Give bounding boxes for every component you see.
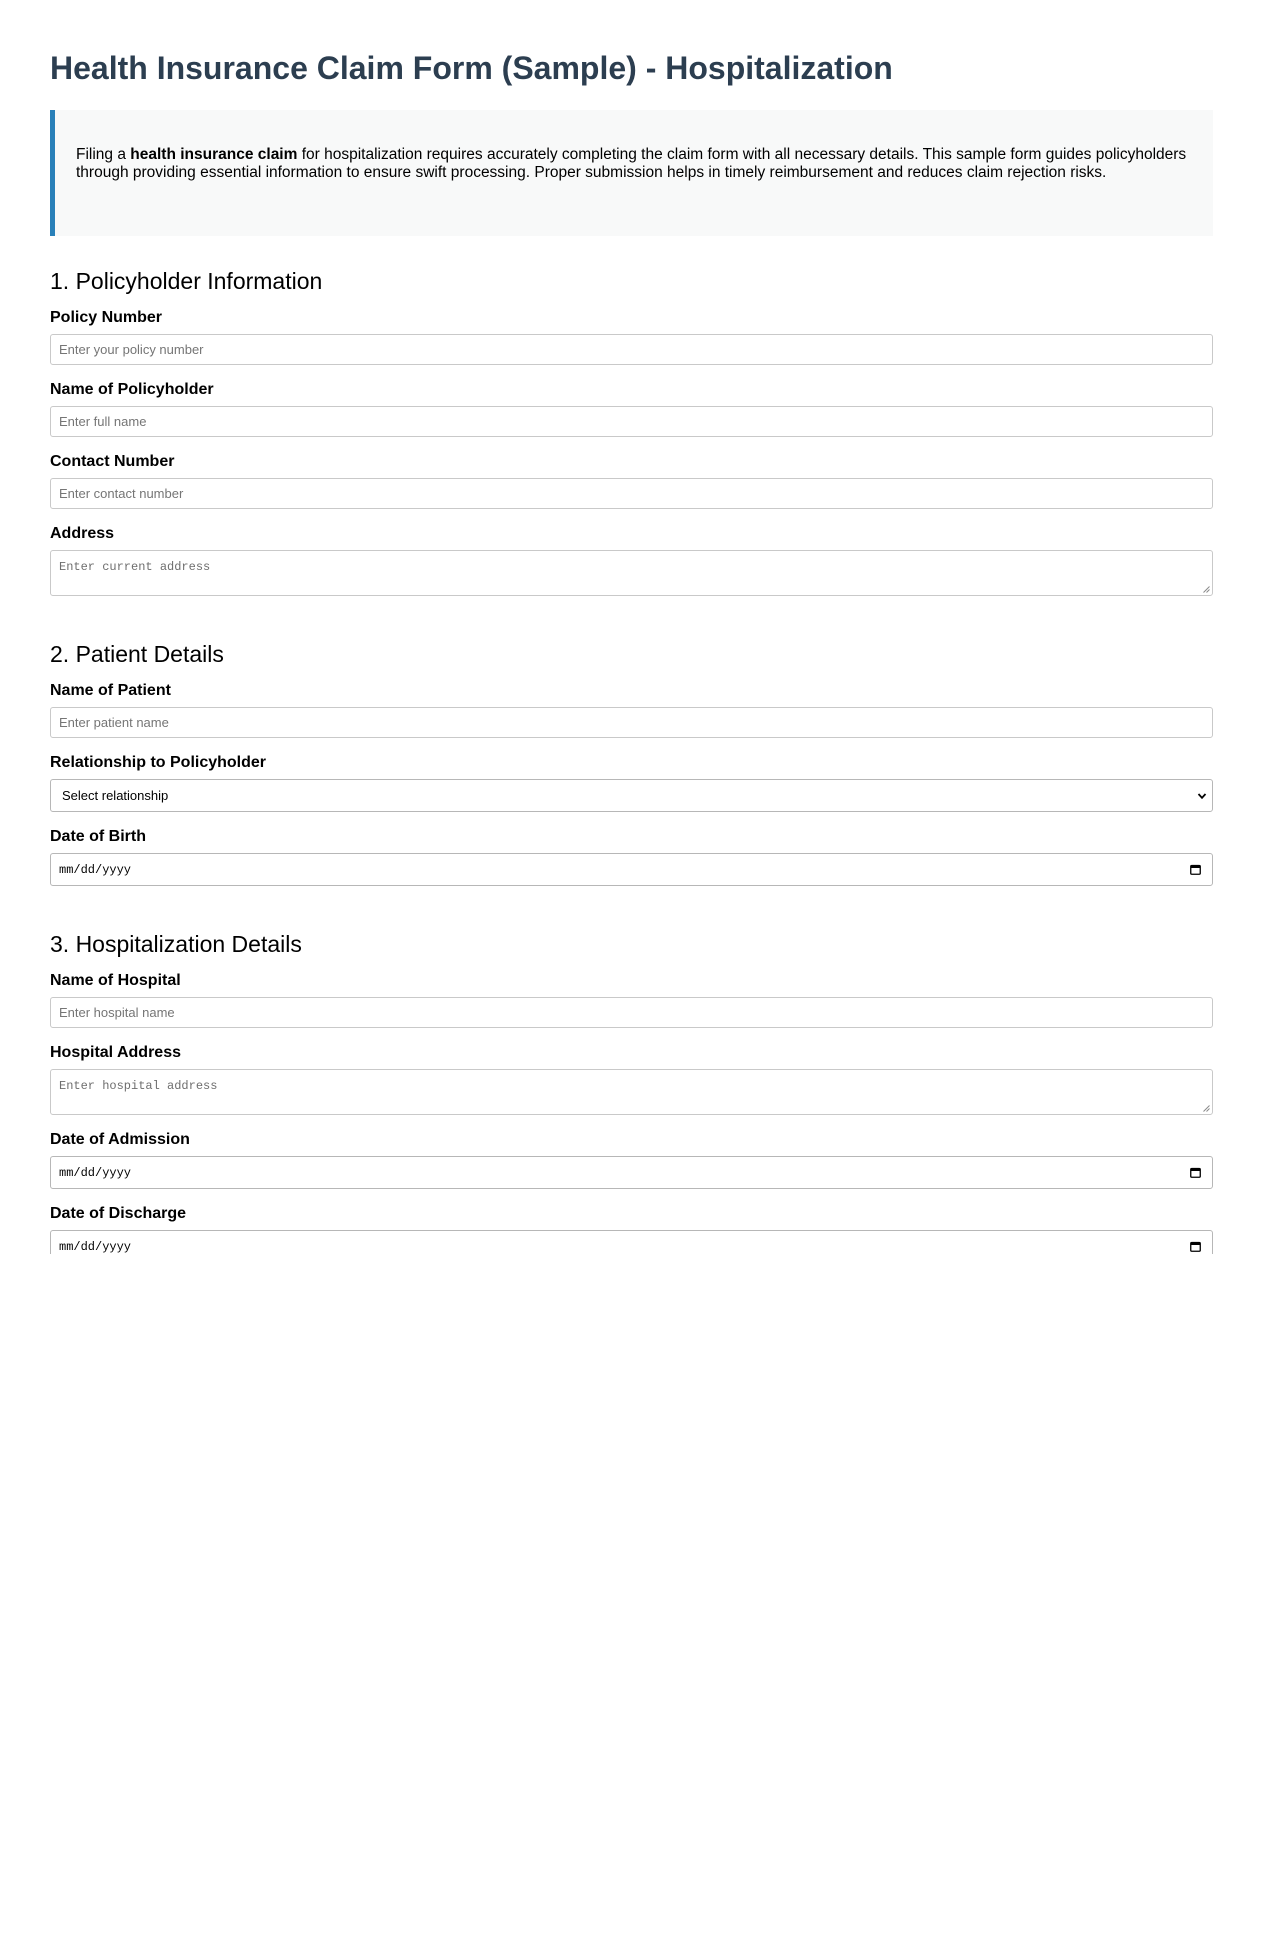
policyholder-name-placeholder: Enter full name (59, 414, 147, 429)
hospital-address-placeholder: Enter hospital address (59, 1079, 218, 1093)
discharge-date-label: Date of Discharge (50, 1205, 187, 1222)
intro-text-suffix: for hospitalization requires accurately completing the claim form with all necessary details. This sample form guides policyholders through providing essential information to ensure swift processing. Proper submission helps in timely reimbursement and reduces claim rejection risks. (76, 146, 1187, 181)
calendar-icon[interactable] (1190, 1241, 1201, 1252)
chevron-down-icon (1196, 790, 1208, 802)
address-placeholder: Enter current address (59, 560, 211, 574)
intro-text-bold: health insurance claim (130, 146, 298, 163)
hospital-address-textarea[interactable] (50, 1069, 1213, 1115)
hospital-address-label: Hospital Address (50, 1044, 181, 1061)
policyholder-name-label: Name of Policyholder (50, 381, 214, 398)
address-textarea[interactable] (50, 550, 1213, 596)
hospital-name-label: Name of Hospital (50, 972, 181, 989)
discharge-date-value: mm/dd/yyyy (59, 1240, 132, 1254)
admission-date-value: mm/dd/yyyy (59, 1166, 132, 1180)
patient-name-input[interactable] (50, 707, 1213, 738)
calendar-icon[interactable] (1190, 1167, 1201, 1178)
relationship-selected-value: Select relationship (62, 788, 169, 803)
hospital-name-input[interactable] (50, 997, 1213, 1028)
resize-grip-icon[interactable] (1203, 586, 1210, 593)
policyholder-name-input[interactable] (50, 406, 1213, 437)
contact-number-input[interactable] (50, 478, 1213, 509)
resize-grip-icon[interactable] (1203, 1105, 1210, 1112)
patient-name-label: Name of Patient (50, 682, 171, 699)
calendar-icon[interactable] (1190, 864, 1201, 875)
page-title: Health Insurance Claim Form (Sample) - Hospitalization (50, 50, 893, 86)
policy-number-label: Policy Number (50, 309, 163, 326)
dob-value: mm/dd/yyyy (59, 863, 132, 877)
address-label: Address (50, 525, 115, 542)
dob-label: Date of Birth (50, 828, 146, 845)
relationship-select[interactable] (50, 779, 1213, 812)
claim-form-page (50, 0, 1213, 1254)
dob-date-input[interactable] (50, 853, 1213, 886)
patient-name-placeholder: Enter patient name (59, 715, 169, 730)
contact-number-label: Contact Number (50, 453, 175, 470)
admission-date-input[interactable] (50, 1156, 1213, 1189)
section-title-patient: 2. Patient Details (50, 641, 224, 667)
hospital-name-placeholder: Enter hospital name (59, 1005, 175, 1020)
section-title-policyholder: 1. Policyholder Information (50, 268, 323, 294)
intro-text-prefix: Filing a (76, 146, 131, 163)
intro-box (50, 110, 1213, 236)
discharge-date-input[interactable] (50, 1230, 1213, 1254)
admission-date-label: Date of Admission (50, 1131, 190, 1148)
relationship-label: Relationship to Policyholder (50, 754, 267, 771)
policy-number-placeholder: Enter your policy number (59, 342, 204, 357)
section-title-hospitalization: 3. Hospitalization Details (50, 931, 302, 957)
policy-number-input[interactable] (50, 334, 1213, 365)
contact-number-placeholder: Enter contact number (59, 486, 184, 501)
